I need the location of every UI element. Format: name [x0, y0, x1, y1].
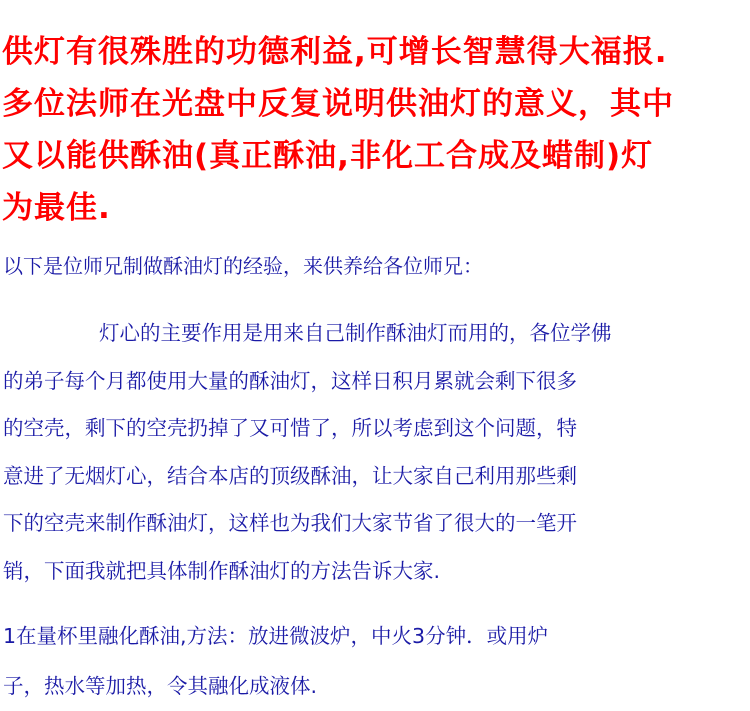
- body-line-4: 意进了无烟灯心，结合本店的顶级酥油，让大家自己利用那些剩: [3, 463, 577, 488]
- headline-line-3: 又以能供酥油(真正酥油,非化工合成及蜡制)灯: [2, 138, 654, 174]
- step-1-line-2: 子，热水等加热，令其融化成液体.: [3, 674, 318, 698]
- headline-line-1: 供灯有很殊胜的功德利益,可增长智慧得大福报.: [2, 34, 668, 70]
- headline-line-4: 为最佳.: [2, 190, 111, 226]
- intro-text: 以下是位师兄制做酥油灯的经验，来供养给各位师兄：: [3, 254, 483, 278]
- body-line-5: 下的空壳来制作酥油灯，这样也为我们大家节省了很大的一笔开: [3, 511, 577, 535]
- body-line-1: 灯心的主要作用是用来自己制作酥油灯而用的，各位学佛: [99, 321, 612, 345]
- headline: [0, 0, 740, 234]
- body-line-2: 的弟子每个月都使用大量的酥油灯，这样日积月累就会剩下很多: [3, 368, 577, 393]
- step-1: [3, 611, 740, 711]
- headline-line-2: 多位法师在光盘中反复说明供油灯的意义，其中: [2, 86, 674, 122]
- body-line-3: 的空壳，剩下的空壳扔掉了又可惜了，所以考虑到这个问题，特: [3, 416, 577, 440]
- step-1-line-1: 1在量杯里融化酥油,方法：放进微波炉，中火3分钟．或用炉: [3, 624, 549, 648]
- body-line-6: 销，下面我就把具体制作酥油灯的方法告诉大家.: [3, 558, 441, 583]
- body-paragraph: [3, 310, 740, 595]
